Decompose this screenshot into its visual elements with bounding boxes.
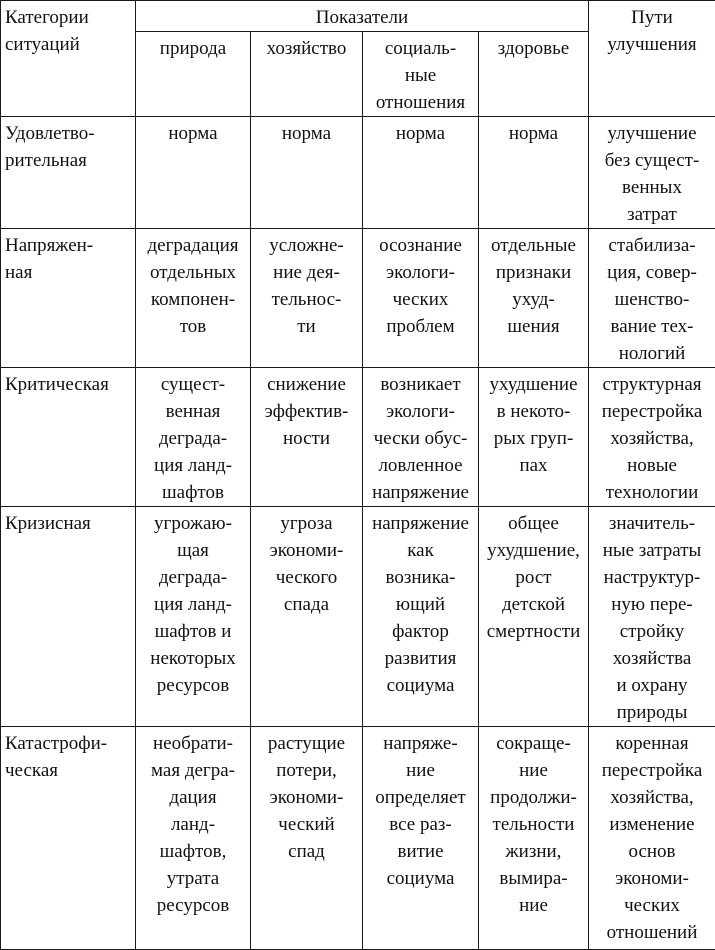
table-row <box>1 507 715 727</box>
nature-cell: сущест- венная деграда- ция ланд- шафтов <box>136 368 251 507</box>
nature-cell: угрожаю- щая деграда- ция ланд- шафтов и некоторых ресурсов <box>136 507 251 727</box>
header-economy: хозяйство <box>251 32 363 117</box>
economy-cell: угроза экономи- ческого спада <box>251 507 363 727</box>
economy-cell: усложне- ние дея- тельнос- ти <box>251 229 363 368</box>
ways-cell: значитель- ные затраты наструктур- ную пере- стройку хозяйства и охрану природы <box>589 507 715 727</box>
social-cell: напряжение как возника- ющий фактор развития социума <box>363 507 479 727</box>
table-row <box>1 727 715 950</box>
health-cell: ухудшение в некото- рых груп- пах <box>479 368 589 507</box>
header-social: социаль- ные отношения <box>363 32 479 117</box>
category-cell: Кризисная <box>1 507 136 727</box>
header-row <box>1 1 715 32</box>
economy-cell: снижение эффектив- ности <box>251 368 363 507</box>
ways-cell: улучшение без сущест- венных затрат <box>589 117 715 229</box>
health-cell: норма <box>479 117 589 229</box>
nature-cell: норма <box>136 117 251 229</box>
social-cell: норма <box>363 117 479 229</box>
category-cell: Критическая <box>1 368 136 507</box>
header-ways: Пути улучшения <box>589 1 715 117</box>
health-cell: общее ухудшение, рост детской смертности <box>479 507 589 727</box>
health-cell: отдельные признаки ухуд- шения <box>479 229 589 368</box>
social-cell: возникает экологи- чески обус- ловленное напряжение <box>363 368 479 507</box>
economy-cell: растущие потери, экономи- ческий спад <box>251 727 363 950</box>
table-row <box>1 229 715 368</box>
category-cell: Катастрофи- ческая <box>1 727 136 950</box>
economy-cell: норма <box>251 117 363 229</box>
nature-cell: деградация отдельных компонен- тов <box>136 229 251 368</box>
social-cell: напряже- ние определяет все раз- витие социума <box>363 727 479 950</box>
category-cell: Удовлетво- рительная <box>1 117 136 229</box>
health-cell: сокраще- ние продолжи- тельности жизни, вымира- ние <box>479 727 589 950</box>
nature-cell: необрати- мая дегра- дация ланд- шафтов, утрата ресурсов <box>136 727 251 950</box>
header-indicators: Показатели <box>136 1 589 32</box>
table-row <box>1 368 715 507</box>
category-cell: Напряжен- ная <box>1 229 136 368</box>
ways-cell: коренная перестройка хозяйства, изменение основ экономи- ческих отношений <box>589 727 715 950</box>
ways-cell: структурная перестройка хозяйства, новые технологии <box>589 368 715 507</box>
ways-cell: стабилиза- ция, совер- шенство- вание тех- нологий <box>589 229 715 368</box>
header-category: Категории ситуаций <box>1 1 136 117</box>
table-row <box>1 117 715 229</box>
social-cell: осознание экологи- ческих проблем <box>363 229 479 368</box>
header-health: здоровье <box>479 32 589 117</box>
header-nature: природа <box>136 32 251 117</box>
